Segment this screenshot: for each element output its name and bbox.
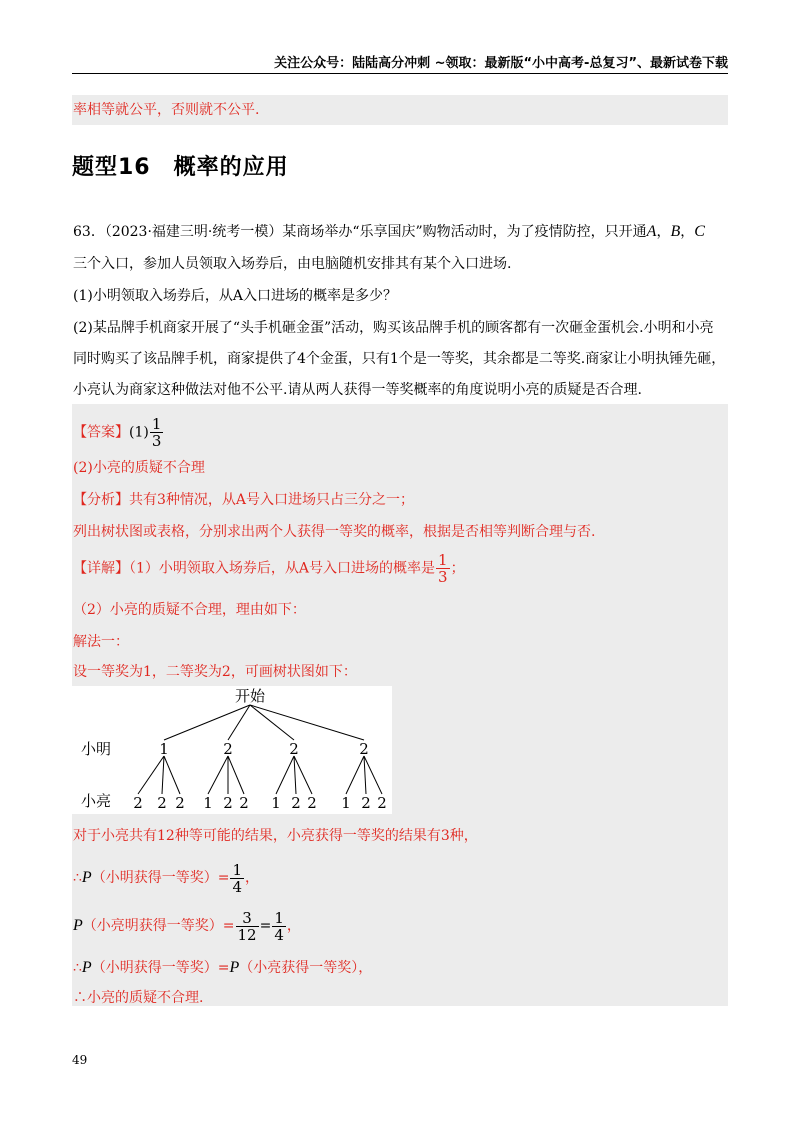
question-part-1: (1)小明领取入场券后，从A入口进场的概率是多少？ [73,288,397,304]
conclusion-line: 对于小亮共有12种等可能的结果，小亮获得一等奖的结果有3种， [73,828,478,844]
tree-leaf: 2 [239,794,249,812]
tree-leaf: 1 [271,794,281,812]
analysis-line-1: 【分析】共有3种情况，从A号入口进场只占三分之一； [73,492,415,508]
header-rule [72,73,728,74]
page-header: 关注公众号：陆陆高分冲刺 ~领取：最新版“小中高考-总复习”、最新试卷下载 [274,56,728,71]
detail-line-2: （2）小亮的质疑不合理，理由如下： [73,602,306,618]
tree-node: 1 [159,740,169,758]
tree-node: 2 [223,740,233,758]
tree-leaf: 2 [377,794,387,812]
tree-leaf: 2 [291,794,301,812]
prob-equal: ∴P（小明获得一等奖）=P（小亮获得一等奖）， [73,959,373,976]
answer-part-2: (2)小亮的质疑不合理 [73,460,205,476]
final-conclusion: ∴小亮的质疑不合理. [73,990,204,1006]
page-number: 49 [72,1053,88,1067]
tree-leaf: 1 [341,794,351,812]
method-label: 解法一： [73,634,129,650]
analysis-line-2: 列出树状图或表格，分别求出两个人获得一等奖的概率，根据是否相等判断合理与否. [73,524,596,540]
answer-part-1: 【答案】(1) $\frac{1}{3}$ [73,415,162,450]
tree-diagram [72,686,392,814]
question-part-2-line-2: 同时购买了该品牌手机，商家提供了4个金蛋，只有1个是一等奖，其余都是二等奖.商家让小明执锤先砸， [73,351,726,367]
prob-xiaoliang: P（小亮明获得一等奖）= $\frac{3}{12}$ = $\frac{1}{4}$ ， [73,908,301,944]
question-part-2-line-3: 小亮认为商家这种做法对他不公平.请从两人获得一等奖概率的角度说明小亮的质疑是否合理. [73,382,642,398]
question-line-1: 63．（2023·福建三明·统考一模）某商场举办“乐享国庆”购物活动时，为了疫情防控，只开通A，B，C [73,223,705,240]
tree-leaf: 2 [133,794,143,812]
detail-line-1: 【详解】（1）小明领取入场券后，从A号入口进场的概率是 $\frac{1}{3}$ ； [73,551,465,586]
tree-leaf: 1 [203,794,213,812]
tree-row-label-xiaoming: 小明 [80,740,112,758]
tree-root: 开始 [234,687,266,705]
tree-leaf: 2 [223,794,233,812]
question-line-2: 三个入口，参加人员领取入场券后，由电脑随机安排其有某个入口进场. [73,256,512,272]
tree-leaf: 2 [175,794,185,812]
prob-xiaoming: ∴P（小明获得一等奖）= $\frac{1}{4}$ ， [73,860,259,896]
tree-node: 2 [289,740,299,758]
section-title: 题型16 概率的应用 [72,155,289,180]
question-part-2-line-1: (2)某品牌手机商家开展了“头手机砸金蛋”活动，购买该品牌手机的顾客都有一次砸金蛋机会.小明和小亮 [73,320,714,336]
tree-leaf: 2 [157,794,167,812]
tree-leaf: 2 [307,794,317,812]
tree-intro: 设一等奖为1，二等奖为2，可画树状图如下： [73,664,357,680]
tree-row-label-xiaoliang: 小亮 [80,792,112,810]
tree-leaf: 2 [361,794,371,812]
tree-node: 2 [359,740,369,758]
prev-answer-line: 率相等就公平，否则就不公平. [73,102,260,118]
